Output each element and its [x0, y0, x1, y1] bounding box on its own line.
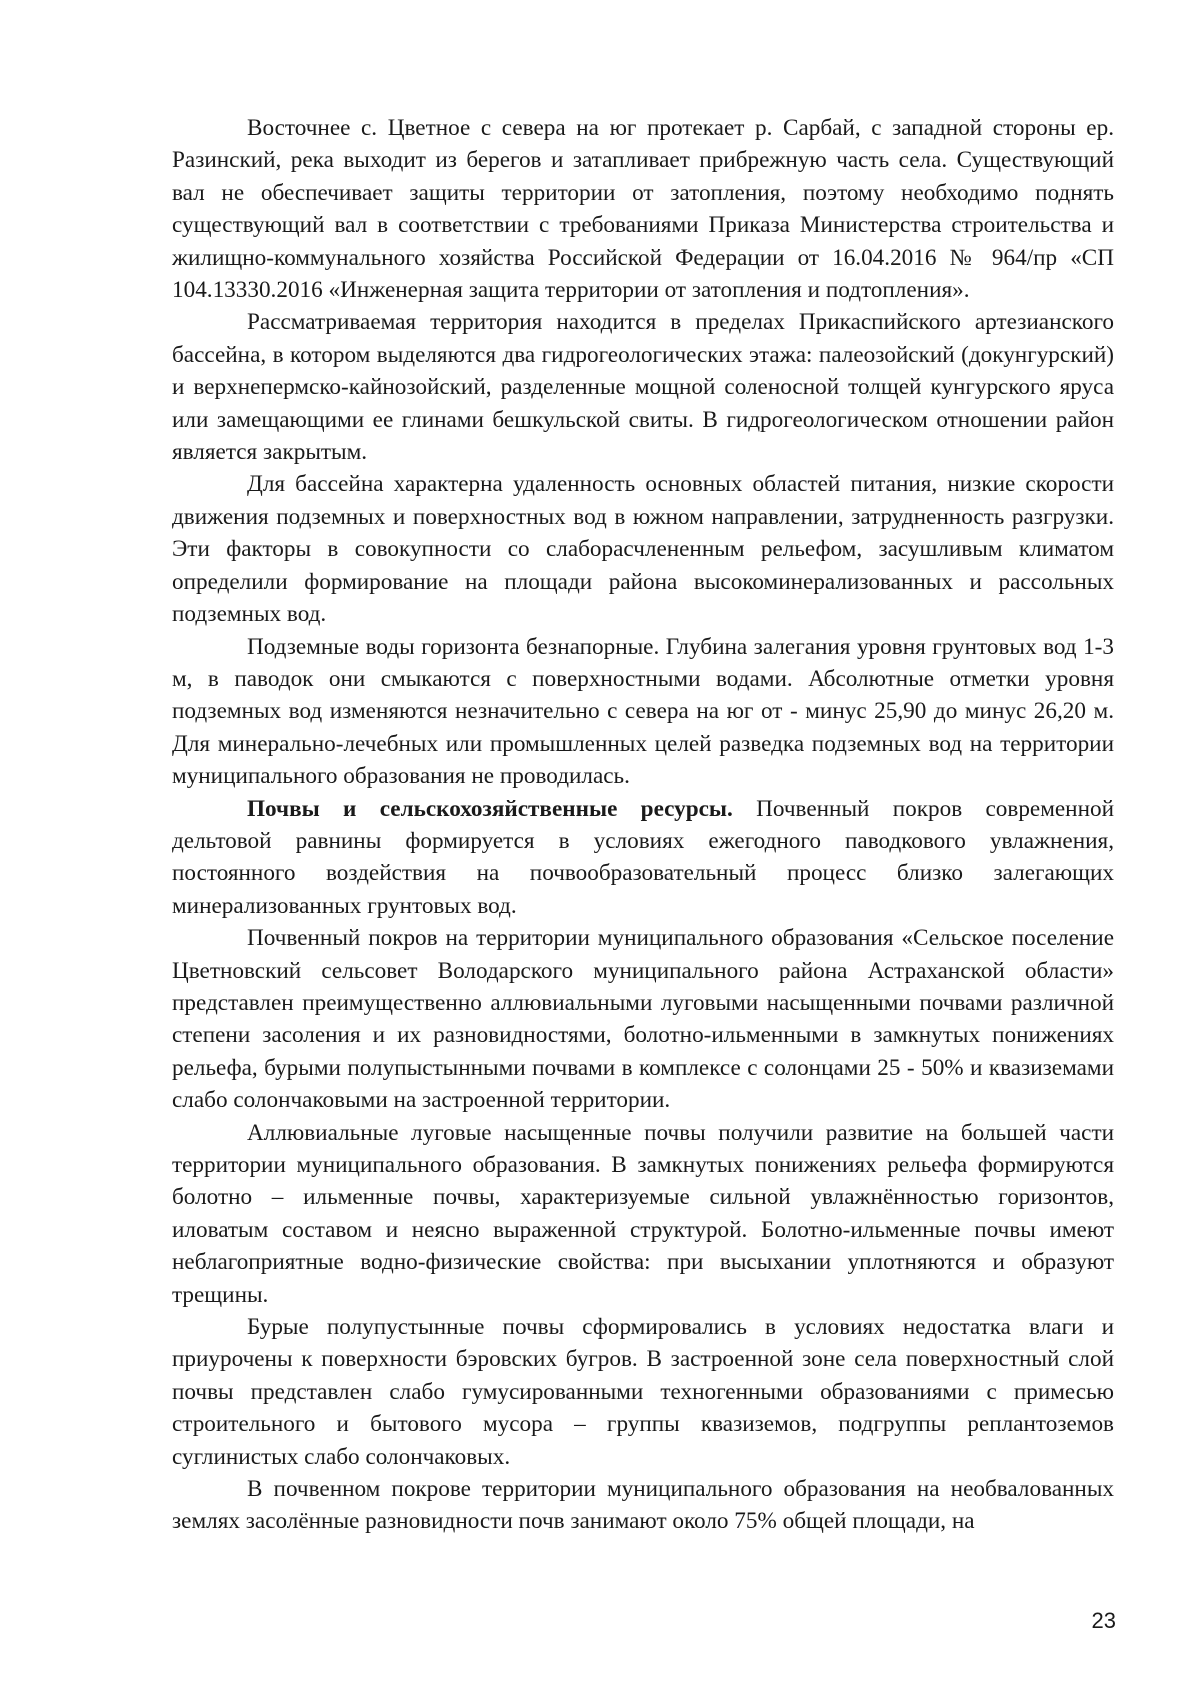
page-number: 23 [1091, 1608, 1116, 1633]
paragraph [172, 1117, 1114, 1311]
paragraph-text: Рассматриваемая территория находится в пределах Прикаспийского артезианского бассейна, в котором выделяются два гидрогеологических этажа: палеозойский (докунгурский) и верхнепермско-кайнозойский, разделенные мощной соленосной толщей кунгурского яруса или замещающими ее глинами бешкульской свиты. В гидрогеологическом отношении район является закрытым. [172, 309, 1114, 466]
body-text [172, 112, 1114, 1538]
paragraph-text: Аллювиальные луговые насыщенные почвы получили развитие на большей части территории муниципального образования. В замкнутых понижениях рельефа формируются болотно – ильменные почвы, характеризуемые сильной увлажнённостью горизонтов, иловатым составом и неясно выраженной структурой. Болотно-ильменные почвы имеют неблагоприятные водно-физические свойства: при высыхании уплотняются и образуют трещины. [172, 1119, 1114, 1308]
paragraph-text: Подземные воды горизонта безнапорные. Глубина залегания уровня грунтовых вод 1-3 м, в паводок они смыкаются с поверхностными водами. Абсолютные отметки уровня подземных вод изменяются незначительно с севера на юг от - минус 25,90 до минус 26,20 м. Для минерально-лечебных или промышленных целей разведка подземных вод на территории муниципального образования не проводилась. [172, 633, 1114, 790]
section-heading: Почвы и сельскохозяйственные ресурсы. [247, 795, 733, 822]
paragraph [172, 468, 1114, 630]
paragraph-text: Для бассейна характерна удаленность основных областей питания, низкие скорости движения подземных и поверхностных вод в южном направлении, затрудненность разгрузки. Эти факторы в совокупности со слаборасчлененным рельефом, засушливым климатом определили формирование на площади района высокоминерализованных и рассольных подземных вод. [172, 471, 1114, 628]
paragraph-text: Почвенный покров на территории муниципального образования «Сельское поселение Цветновский сельсовет Володарского муниципального района Астраханской области» представлен преимущественно аллювиальными луговыми насыщенными почвами различной степени засоления и их разновидностями, болотно-ильменными в замкнутых понижениях рельефа, бурыми полупыстынными почвами в комплексе с солонцами 25 - 50% и квазиземами слабо солончаковыми на застроенной территории. [172, 925, 1114, 1114]
paragraph [172, 631, 1114, 793]
paragraph [172, 1473, 1114, 1538]
paragraph-text: Восточнее с. Цветное с севера на юг протекает р. Сарбай, с западной стороны ер. Разинский, река выходит из берегов и затапливает прибрежную часть села. Существующий вал не обеспечивает защиты территории от затопления, поэтому необходимо поднять существующий вал в соответствии с требованиями Приказа Министерства строительства и жилищно-коммунального хозяйства Российской Федерации от 16.04.2016 № 964/пр «СП 104.13330.2016 «Инженерная защита территории от затопления и подтопления». [172, 115, 1114, 304]
paragraph-text: Почвенный покров современной дельтовой равнины формируется в условиях ежегодного паводкового увлажнения, постоянного воздействия на почвообразовательный процесс близко залегающих минерализованных грунтовых вод. [172, 795, 1114, 919]
paragraph [172, 112, 1114, 306]
paragraph-text: Бурые полупустынные почвы сформировались в условиях недостатка влаги и приурочены к поверхности бэровских бугров. В застроенной зоне села поверхностный слой почвы представлен слабо гумусированными техногенными образованиями с примесью строительного и бытового мусора – группы квазиземов, подгруппы реплантоземов суглинистых слабо солончаковых. [172, 1314, 1114, 1470]
paragraph [172, 306, 1114, 468]
paragraph [172, 1311, 1114, 1473]
paragraph [172, 922, 1114, 1116]
paragraph-text: В почвенном покрове территории муниципального образования на необвалованных землях засолённые разновидности почв занимают около 75% общей площади, на [172, 1476, 1114, 1535]
paragraph [172, 793, 1114, 923]
